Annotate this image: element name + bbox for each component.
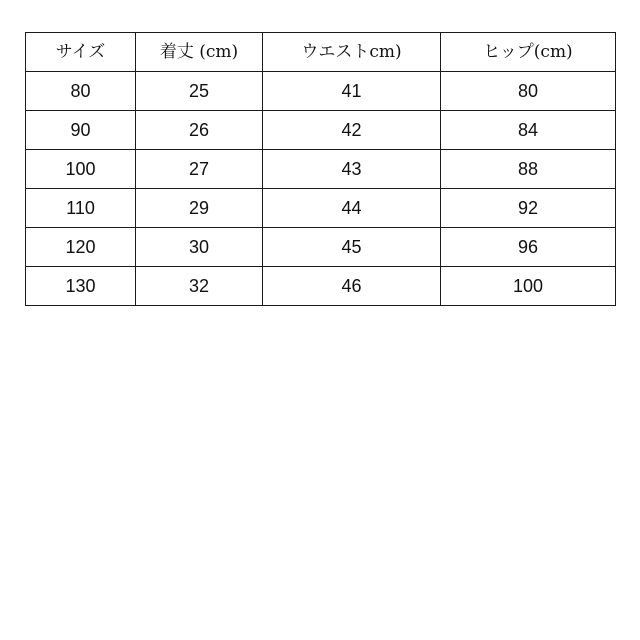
cell-hip: 100 [441,267,616,306]
header-size: サイズ [26,33,136,72]
cell-length: 30 [136,228,263,267]
size-chart-table [25,32,616,306]
cell-hip: 88 [441,150,616,189]
header-hip: ヒップ(cm) [441,33,616,72]
cell-length: 29 [136,189,263,228]
cell-size: 110 [26,189,136,228]
cell-waist: 45 [263,228,441,267]
table-row [26,111,616,150]
cell-hip: 96 [441,228,616,267]
cell-length: 26 [136,111,263,150]
header-waist: ウエストcm) [263,33,441,72]
table-row [26,267,616,306]
header-row [26,33,616,72]
cell-size: 100 [26,150,136,189]
cell-waist: 41 [263,72,441,111]
cell-waist: 44 [263,189,441,228]
table-row [26,189,616,228]
cell-length: 25 [136,72,263,111]
cell-waist: 42 [263,111,441,150]
cell-size: 130 [26,267,136,306]
table-row [26,72,616,111]
cell-hip: 80 [441,72,616,111]
table-row [26,228,616,267]
cell-waist: 46 [263,267,441,306]
cell-size: 80 [26,72,136,111]
table-row [26,150,616,189]
cell-size: 90 [26,111,136,150]
header-length: 着丈 (cm) [136,33,263,72]
cell-size: 120 [26,228,136,267]
cell-hip: 84 [441,111,616,150]
cell-hip: 92 [441,189,616,228]
cell-length: 27 [136,150,263,189]
cell-waist: 43 [263,150,441,189]
cell-length: 32 [136,267,263,306]
